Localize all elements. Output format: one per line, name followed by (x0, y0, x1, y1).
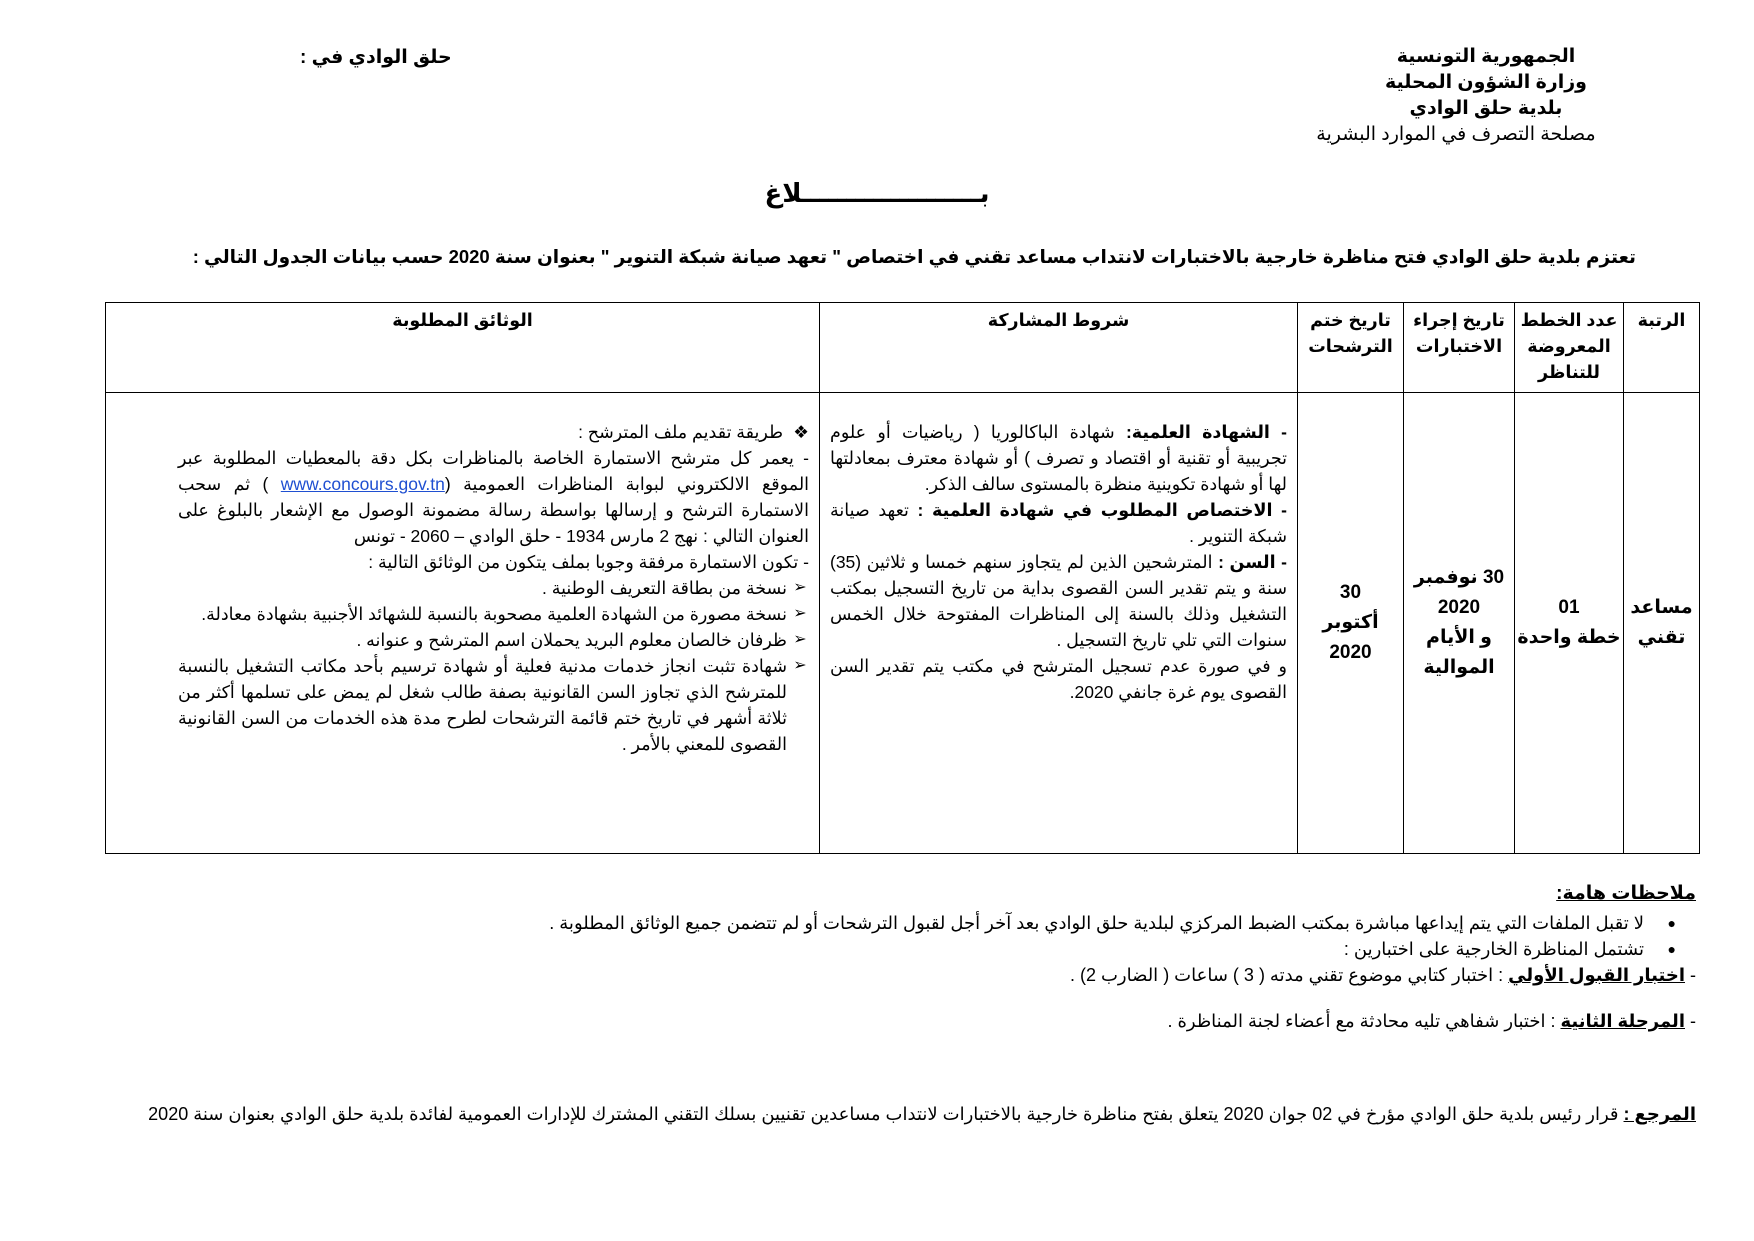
documents-submission-paragraph: - يعمر كل مترشح الاستمارة الخاصة بالمناظرات بكل دقة بالمعطيات المطلوبة عبر الموقع الالكتروني لبوابة المناظرات العمومية (www.concours.gov.tn ) ثم سحب الاستمارة الترشح و إرسالها بواسطة رسالة مضمونة الوصول مع الإشعار بالبلوغ على العنوان التالي : نهج 2 مارس 1934 - حلق الوادي – 2060 - تونس (178, 448, 810, 546)
date-place-line: حلق الوادي في : (300, 47, 452, 68)
arrow-bullet-icon: ➢ (793, 605, 807, 622)
documents-attachment-paragraph: - تكون الاستمارة مرفقة وجوبا بملف يتكون من الوثائق التالية : (368, 552, 809, 572)
cell-documents (106, 393, 820, 854)
list-item: ➢ نسخة من بطاقة التعريف الوطنية . (178, 575, 809, 601)
documents-method: ❖ طريقة تقديم ملف المترشح : (178, 419, 809, 445)
table-header-row (106, 303, 1700, 393)
cell-conditions (820, 393, 1298, 854)
arrow-bullet-icon: ➢ (793, 631, 807, 648)
intro-paragraph: تعتزم بلدية حلق الوادي فتح مناظرة خارجية بالاختبارات لانتداب مساعد تقني في اختصاص " تعهد صيانة شبكة التنوير " بعنوان سنة 2020 حسب بيانات الجدول التالي : (192, 246, 1636, 267)
reference-paragraph (96, 1100, 1696, 1128)
issuer-department: مصلحة التصرف في الموارد البشرية (1316, 124, 1596, 145)
note-bullet-deadline: ● لا تقبل الملفات التي يتم إيداعها مباشرة بمكتب الضبط المركزي لبلدية حلق الوادي بعد آخر أجل لقبول الترشحات أو لم تتضمن جميع الوثائق المطلوبة . (96, 910, 1696, 936)
condition-degree: - الشهادة العلمية: شهادة الباكالوريا ( رياضيات أو علوم تجريبية أو تقنية أو اقتصاد و تصرف ) أو شهادة معترف بمعادلتها لها أو شهادة تكوينية منظرة بالمستوى سالف الذكر. (830, 422, 1288, 494)
table-row (106, 393, 1700, 854)
list-item: ➢ شهادة تثبت انجاز خدمات مدنية فعلية أو شهادة ترسيم بأحد مكاتب التشغيل بالنسبة للمترشح الذي تجاوز السن القانونية بصفة طالب شغل لم يمض على تسلمها أكثر من ثلاثة أشهر في تاريخ ختم قائمة الترشحات لطرح مدة هذه الخدمات من السن القانونية القصوى للمعني بالأمر . (178, 653, 809, 757)
deadline-day: 30 (1339, 582, 1362, 603)
exam-date-following: و الأيام الموالية (1423, 627, 1495, 678)
header-documents: الوثائق المطلوبة (106, 303, 820, 393)
condition-age-note: و في صورة عدم تسجيل المترشح في مكتب يتم تقدير السن القصوى يوم غرة جانفي 2020. (830, 656, 1287, 702)
condition-age: - السن : المترشحين الذين لم يتجاوز سنهم خمسا و ثلاثين (35) سنة و يتم تقدير السن القصوى بداية من تاريخ التسجيل بمكتب التشغيل وذلك بالسنة إلى المناظرات المفتوحة خلال الخمس سنوات التي تلي تاريخ التسجيل . (830, 552, 1287, 650)
header-positions: عدد الخطط المعروضة للتناظر (1515, 303, 1624, 393)
issuer-country: الجمهورية التونسية (1396, 46, 1576, 67)
header-rank: الرتبة (1624, 303, 1700, 393)
portal-link[interactable]: www.concours.gov.tn (280, 474, 445, 494)
notes-title: ملاحظات هامة: (1556, 883, 1696, 904)
exam-date-year: 2020 (1437, 597, 1481, 618)
dot-bullet-icon: ● (1667, 941, 1676, 957)
header-exam-date: تاريخ إجراء الاختبارات (1404, 303, 1515, 393)
header-conditions: شروط المشاركة (820, 303, 1298, 393)
note-bullet-tests: ● تشتمل المناظرة الخارجية على اختبارين : (96, 936, 1696, 962)
note-test-written: - اختبار القبول الأولي : اختبار كتابي موضوع تقني مدته ( 3 ) ساعات ( الضارب 2) . (1069, 965, 1696, 985)
issuer-ministry: وزارة الشؤون المحلية (1384, 72, 1587, 93)
condition-specialty: - الاختصاص المطلوب في شهادة العلمية : تعهد صيانة شبكة التنوير . (830, 500, 1287, 546)
dot-bullet-icon: ● (1667, 915, 1676, 931)
header-deadline: تاريخ ختم الترشحات (1298, 303, 1404, 393)
issuer-municipality: بلدية حلق الوادي (1409, 98, 1563, 119)
cell-exam-date (1404, 393, 1515, 854)
positions-text: خطة واحدة (1517, 627, 1621, 648)
diamond-bullet-icon: ❖ (793, 422, 809, 442)
note-test-oral: - المرحلة الثانية : اختبار شفاهي تليه محادثة مع أعضاء لجنة المناظرة . (1167, 1011, 1696, 1031)
deadline-month: أكتوبر (1322, 612, 1379, 633)
list-item: ➢ ظرفان خالصان معلوم البريد يحملان اسم المترشح و عنوانه . (178, 627, 809, 653)
document-title: بــــــــــــــــــــلاغ (764, 178, 990, 208)
cell-rank: مساعد تقني (1624, 393, 1700, 854)
reference-text: قرار رئيس بلدية حلق الوادي مؤرخ في 02 جوان 2020 يتعلق بفتح مناظرة خارجية بالاختبارات لانتداب مساعدين تقنيين بسلك التقني المشترك للإدارات العمومية لفائدة بلدية حلق الوادي بعنوان سنة 2020 (148, 1104, 1624, 1124)
exam-date-day: 30 نوفمبر (1413, 567, 1505, 588)
issuer-block (1246, 44, 1666, 148)
positions-number: 01 (1558, 597, 1580, 618)
cell-positions (1515, 393, 1624, 854)
reference-label: المرجع : (1623, 1104, 1696, 1124)
documents-list (178, 575, 809, 757)
arrow-bullet-icon: ➢ (793, 579, 807, 596)
deadline-year: 2020 (1329, 642, 1372, 663)
cell-deadline (1298, 393, 1404, 854)
arrow-bullet-icon: ➢ (793, 657, 807, 674)
competition-table (105, 302, 1700, 854)
notes-block (96, 910, 1696, 1034)
list-item: ➢ نسخة مصورة من الشهادة العلمية مصحوبة بالنسبة للشهائد الأجنبية بشهادة معادلة. (178, 601, 809, 627)
